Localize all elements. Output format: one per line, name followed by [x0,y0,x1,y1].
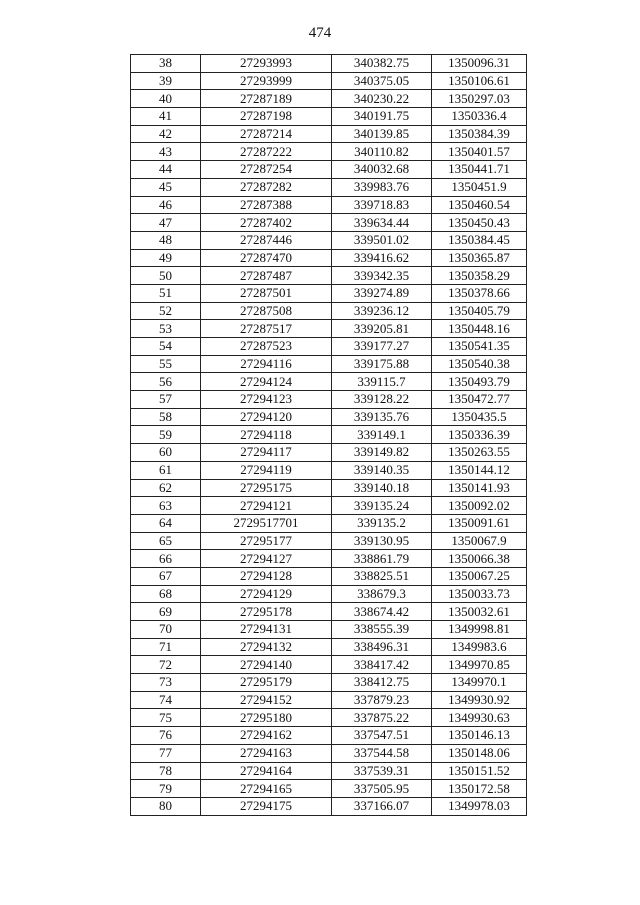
y-coordinate-cell: 1350297.03 [432,90,527,108]
point-number-cell: 46 [131,196,201,214]
table-row [131,797,527,815]
y-coordinate-cell: 1350172.58 [432,780,527,798]
x-coordinate-cell: 339236.12 [332,302,432,320]
point-id-cell: 27287446 [201,231,332,249]
y-coordinate-cell: 1349970.1 [432,674,527,692]
point-number-cell: 50 [131,267,201,285]
point-id-cell: 27287508 [201,302,332,320]
point-id-cell: 27294117 [201,444,332,462]
y-coordinate-cell: 1350378.66 [432,284,527,302]
y-coordinate-cell: 1350263.55 [432,444,527,462]
x-coordinate-cell: 337879.23 [332,691,432,709]
x-coordinate-cell: 340110.82 [332,143,432,161]
point-id-cell: 27294165 [201,780,332,798]
x-coordinate-cell: 339205.81 [332,320,432,338]
y-coordinate-cell: 1349930.92 [432,691,527,709]
x-coordinate-cell: 339115.7 [332,373,432,391]
point-number-cell: 44 [131,161,201,179]
y-coordinate-cell: 1350096.31 [432,55,527,73]
y-coordinate-cell: 1350146.13 [432,727,527,745]
x-coordinate-cell: 340139.85 [332,125,432,143]
table-row [131,338,527,356]
x-coordinate-cell: 337875.22 [332,709,432,727]
point-number-cell: 67 [131,567,201,585]
point-number-cell: 43 [131,143,201,161]
point-id-cell: 27287214 [201,125,332,143]
x-coordinate-cell: 340191.75 [332,108,432,126]
table-row [131,461,527,479]
table-row [131,762,527,780]
y-coordinate-cell: 1350365.87 [432,249,527,267]
point-number-cell: 77 [131,744,201,762]
x-coordinate-cell: 337539.31 [332,762,432,780]
point-number-cell: 79 [131,780,201,798]
point-number-cell: 55 [131,355,201,373]
point-number-cell: 58 [131,408,201,426]
x-coordinate-cell: 338412.75 [332,674,432,692]
point-number-cell: 41 [131,108,201,126]
point-id-cell: 27287198 [201,108,332,126]
x-coordinate-cell: 340032.68 [332,161,432,179]
point-number-cell: 56 [131,373,201,391]
x-coordinate-cell: 339128.22 [332,391,432,409]
point-id-cell: 27294140 [201,656,332,674]
point-id-cell: 27287222 [201,143,332,161]
y-coordinate-cell: 1350493.79 [432,373,527,391]
point-number-cell: 45 [131,178,201,196]
table-row [131,727,527,745]
table-row [131,567,527,585]
x-coordinate-cell: 337544.58 [332,744,432,762]
table-row [131,178,527,196]
point-number-cell: 49 [131,249,201,267]
table-row [131,780,527,798]
point-number-cell: 72 [131,656,201,674]
x-coordinate-cell: 339342.35 [332,267,432,285]
point-id-cell: 27287470 [201,249,332,267]
point-number-cell: 61 [131,461,201,479]
x-coordinate-cell: 339135.76 [332,408,432,426]
point-number-cell: 57 [131,391,201,409]
table-row [131,55,527,73]
y-coordinate-cell: 1350336.39 [432,426,527,444]
table-row [131,479,527,497]
point-id-cell: 27294132 [201,638,332,656]
y-coordinate-cell: 1349978.03 [432,797,527,815]
y-coordinate-cell: 1350091.61 [432,514,527,532]
point-id-cell: 27287254 [201,161,332,179]
table-row [131,603,527,621]
table-row [131,284,527,302]
x-coordinate-cell: 339149.82 [332,444,432,462]
x-coordinate-cell: 339149.1 [332,426,432,444]
point-id-cell: 27294123 [201,391,332,409]
y-coordinate-cell: 1350540.38 [432,355,527,373]
point-number-cell: 78 [131,762,201,780]
table-row [131,72,527,90]
point-number-cell: 53 [131,320,201,338]
x-coordinate-cell: 339175.88 [332,355,432,373]
table-row [131,90,527,108]
table-row [131,514,527,532]
table-row [131,391,527,409]
table-row [131,108,527,126]
x-coordinate-cell: 338861.79 [332,550,432,568]
point-id-cell: 27287487 [201,267,332,285]
point-id-cell: 27287282 [201,178,332,196]
x-coordinate-cell: 338417.42 [332,656,432,674]
point-id-cell: 27293993 [201,55,332,73]
point-number-cell: 62 [131,479,201,497]
table-row [131,161,527,179]
point-id-cell: 27295178 [201,603,332,621]
page-number: 474 [308,25,332,41]
point-number-cell: 70 [131,621,201,639]
point-number-cell: 40 [131,90,201,108]
table-row [131,709,527,727]
y-coordinate-cell: 1350435.5 [432,408,527,426]
point-number-cell: 47 [131,214,201,232]
point-number-cell: 64 [131,514,201,532]
y-coordinate-cell: 1350450.43 [432,214,527,232]
table-row [131,355,527,373]
point-id-cell: 27287517 [201,320,332,338]
y-coordinate-cell: 1349970.85 [432,656,527,674]
point-id-cell: 27294116 [201,355,332,373]
point-id-cell: 27287388 [201,196,332,214]
point-id-cell: 27294162 [201,727,332,745]
x-coordinate-cell: 339718.83 [332,196,432,214]
y-coordinate-cell: 1350033.73 [432,585,527,603]
x-coordinate-cell: 337547.51 [332,727,432,745]
y-coordinate-cell: 1350032.61 [432,603,527,621]
y-coordinate-cell: 1349983.6 [432,638,527,656]
y-coordinate-cell: 1350336.4 [432,108,527,126]
table-row [131,744,527,762]
point-number-cell: 38 [131,55,201,73]
x-coordinate-cell: 338555.39 [332,621,432,639]
point-number-cell: 59 [131,426,201,444]
point-id-cell: 2729517701 [201,514,332,532]
point-id-cell: 27294163 [201,744,332,762]
point-number-cell: 73 [131,674,201,692]
y-coordinate-cell: 1350472.77 [432,391,527,409]
point-id-cell: 27294152 [201,691,332,709]
x-coordinate-cell: 339140.18 [332,479,432,497]
table-row [131,249,527,267]
y-coordinate-cell: 1350384.39 [432,125,527,143]
coordinates-table [130,54,527,816]
table-row [131,214,527,232]
point-id-cell: 27294129 [201,585,332,603]
table-row [131,550,527,568]
table-row [131,638,527,656]
point-number-cell: 60 [131,444,201,462]
table-row [131,497,527,515]
y-coordinate-cell: 1350451.9 [432,178,527,196]
y-coordinate-cell: 1349998.81 [432,621,527,639]
point-id-cell: 27287501 [201,284,332,302]
y-coordinate-cell: 1350401.57 [432,143,527,161]
point-id-cell: 27287523 [201,338,332,356]
x-coordinate-cell: 339416.62 [332,249,432,267]
y-coordinate-cell: 1350460.54 [432,196,527,214]
y-coordinate-cell: 1350067.9 [432,532,527,550]
x-coordinate-cell: 340382.75 [332,55,432,73]
y-coordinate-cell: 1350384.45 [432,231,527,249]
point-number-cell: 66 [131,550,201,568]
point-id-cell: 27294164 [201,762,332,780]
x-coordinate-cell: 338496.31 [332,638,432,656]
table-row [131,674,527,692]
table-row [131,426,527,444]
table-row [131,621,527,639]
table-row [131,691,527,709]
x-coordinate-cell: 339135.2 [332,514,432,532]
x-coordinate-cell: 338674.42 [332,603,432,621]
table-row [131,373,527,391]
y-coordinate-cell: 1350067.25 [432,567,527,585]
x-coordinate-cell: 339130.95 [332,532,432,550]
y-coordinate-cell: 1350448.16 [432,320,527,338]
x-coordinate-cell: 337505.95 [332,780,432,798]
point-id-cell: 27294119 [201,461,332,479]
table-row [131,532,527,550]
point-id-cell: 27294128 [201,567,332,585]
point-id-cell: 27294121 [201,497,332,515]
point-number-cell: 65 [131,532,201,550]
x-coordinate-cell: 338825.51 [332,567,432,585]
point-number-cell: 48 [131,231,201,249]
table-row [131,196,527,214]
y-coordinate-cell: 1350148.06 [432,744,527,762]
x-coordinate-cell: 339634.44 [332,214,432,232]
point-id-cell: 27294175 [201,797,332,815]
table-row [131,231,527,249]
y-coordinate-cell: 1350141.93 [432,479,527,497]
point-id-cell: 27287189 [201,90,332,108]
table-row [131,320,527,338]
x-coordinate-cell: 339983.76 [332,178,432,196]
point-id-cell: 27295177 [201,532,332,550]
point-id-cell: 27294120 [201,408,332,426]
point-number-cell: 42 [131,125,201,143]
table-row [131,656,527,674]
y-coordinate-cell: 1349930.63 [432,709,527,727]
x-coordinate-cell: 337166.07 [332,797,432,815]
point-number-cell: 75 [131,709,201,727]
x-coordinate-cell: 339135.24 [332,497,432,515]
x-coordinate-cell: 339177.27 [332,338,432,356]
y-coordinate-cell: 1350441.71 [432,161,527,179]
table-row [131,125,527,143]
x-coordinate-cell: 339501.02 [332,231,432,249]
point-number-cell: 74 [131,691,201,709]
point-number-cell: 51 [131,284,201,302]
table-row [131,408,527,426]
table-row [131,143,527,161]
x-coordinate-cell: 338679.3 [332,585,432,603]
x-coordinate-cell: 340230.22 [332,90,432,108]
coordinates-table-body [131,55,527,816]
y-coordinate-cell: 1350358.29 [432,267,527,285]
point-id-cell: 27295175 [201,479,332,497]
point-number-cell: 80 [131,797,201,815]
table-row [131,302,527,320]
point-id-cell: 27287402 [201,214,332,232]
y-coordinate-cell: 1350541.35 [432,338,527,356]
table-row [131,585,527,603]
point-number-cell: 71 [131,638,201,656]
point-id-cell: 27294131 [201,621,332,639]
y-coordinate-cell: 1350066.38 [432,550,527,568]
point-number-cell: 63 [131,497,201,515]
point-id-cell: 27294118 [201,426,332,444]
table-row [131,444,527,462]
point-number-cell: 76 [131,727,201,745]
point-id-cell: 27295179 [201,674,332,692]
y-coordinate-cell: 1350405.79 [432,302,527,320]
x-coordinate-cell: 339274.89 [332,284,432,302]
point-number-cell: 52 [131,302,201,320]
point-id-cell: 27294124 [201,373,332,391]
y-coordinate-cell: 1350092.02 [432,497,527,515]
point-number-cell: 54 [131,338,201,356]
x-coordinate-cell: 339140.35 [332,461,432,479]
x-coordinate-cell: 340375.05 [332,72,432,90]
point-number-cell: 69 [131,603,201,621]
point-number-cell: 68 [131,585,201,603]
point-id-cell: 27294127 [201,550,332,568]
y-coordinate-cell: 1350106.61 [432,72,527,90]
table-row [131,267,527,285]
y-coordinate-cell: 1350144.12 [432,461,527,479]
y-coordinate-cell: 1350151.52 [432,762,527,780]
point-id-cell: 27293999 [201,72,332,90]
point-number-cell: 39 [131,72,201,90]
point-id-cell: 27295180 [201,709,332,727]
